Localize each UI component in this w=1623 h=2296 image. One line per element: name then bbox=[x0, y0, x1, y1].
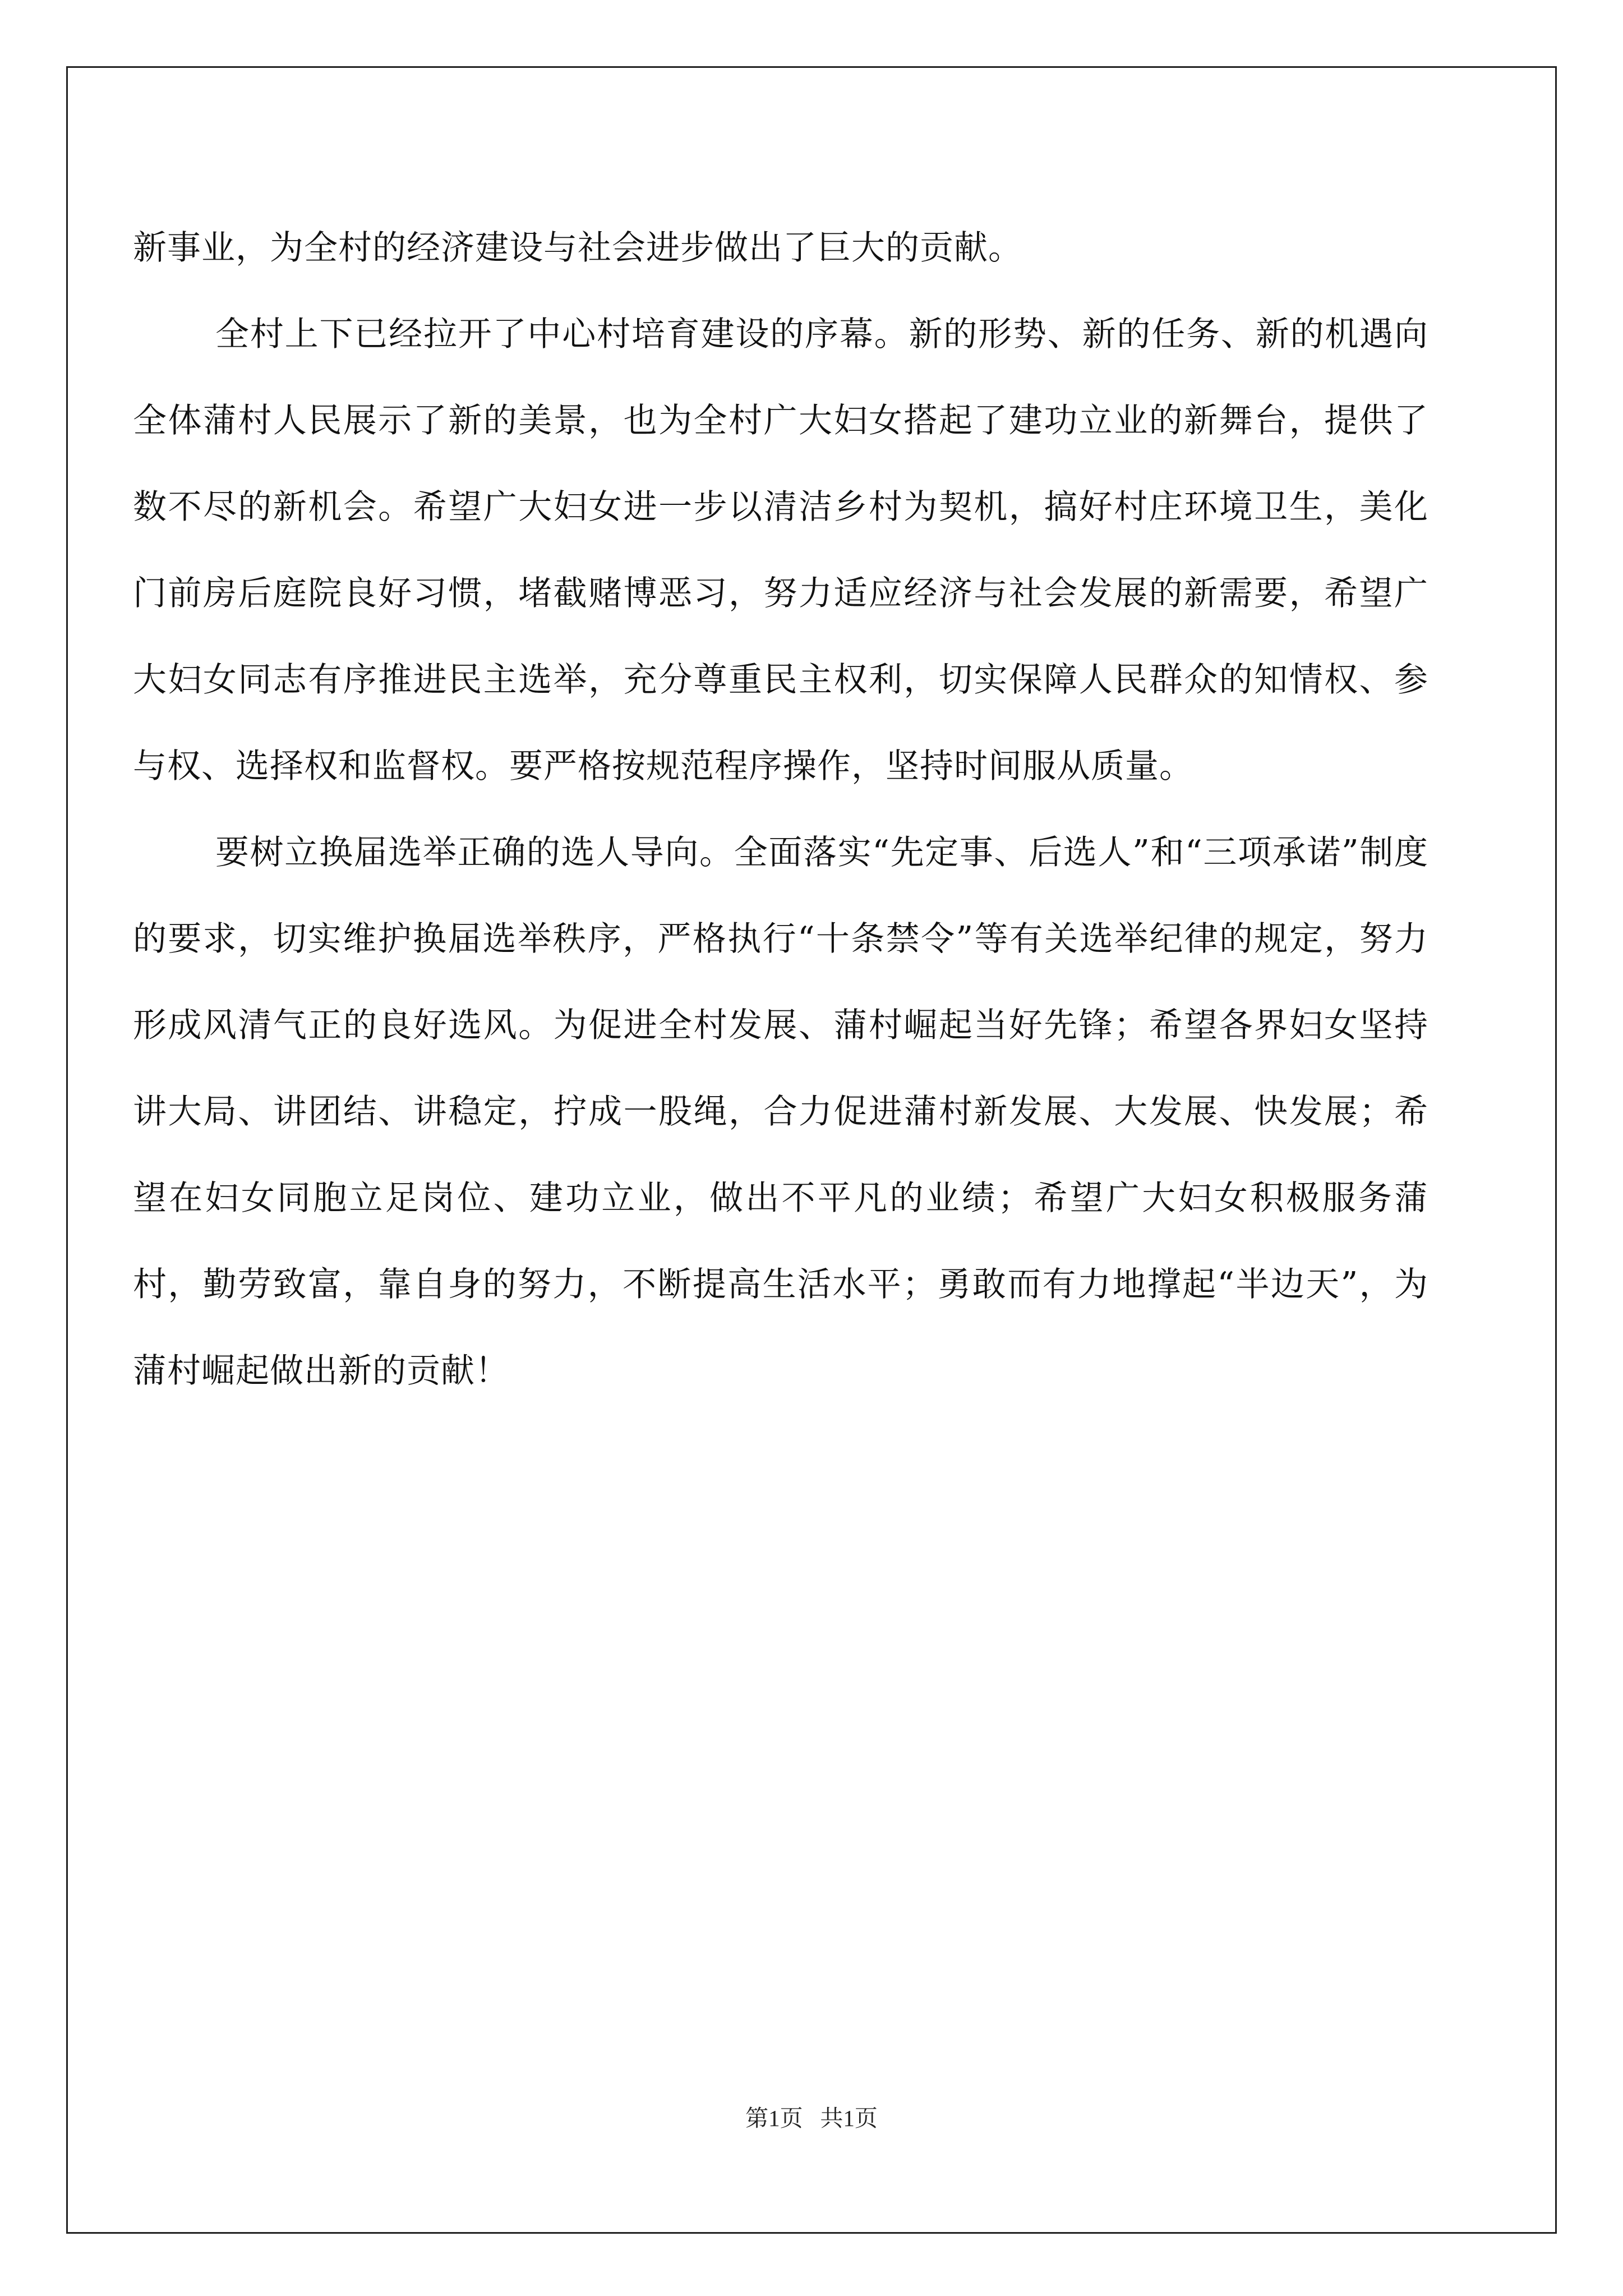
paragraph-continuation: 新事业，为全村的经济建设与社会进步做出了巨大的贡献。 bbox=[133, 228, 1022, 268]
paragraph-village-development: 全村上下已经拉开了中心村培育建设的序幕。新的形势、新的任务、新的机遇向全体蒲村人民展示了新的美景，也为全村广大妇女搭起了建功立业的新舞台，提供了数不尽的新机会。希望广大妇女进一步以清洁乡村为契机，搞好村庄环境卫生，美化门前房后庭院良好习惯，堵截赌博恶习，努力适应经济与社会发展的新需要，希望广大妇女同志有序推进民主选举，充分尊重民主权利，切实保障人民群众的知情权、参与权、选择权和监督权。要严格按规范程序操作，坚持时间服从质量。 bbox=[133, 315, 1428, 786]
page-footer: 第1页 共1页 bbox=[745, 2105, 878, 2131]
document-body bbox=[133, 205, 1428, 1414]
paragraph-election-guidance: 要树立换届选举正确的选人导向。全面落实“先定事、后选人”和“三项承诺”制度的要求，切实维护换届选举秩序，严格执行“十条禁令”等有关选举纪律的规定，努力形成风清气正的良好选风。为促进全村发展、蒲村崛起当好先锋；希望各界妇女坚持讲大局、讲团结、讲稳定，拧成一股绳，合力促进蒲村新发展、大发展、快发展；希望在妇女同胞立足岗位、建功立业，做出不平凡的业绩；希望广大妇女积极服务蒲村，勤劳致富，靠自身的努力，不断提高生活水平；勇敢而有力地撑起“半边天”，为蒲村崛起做出新的贡献！ bbox=[133, 833, 1428, 1391]
